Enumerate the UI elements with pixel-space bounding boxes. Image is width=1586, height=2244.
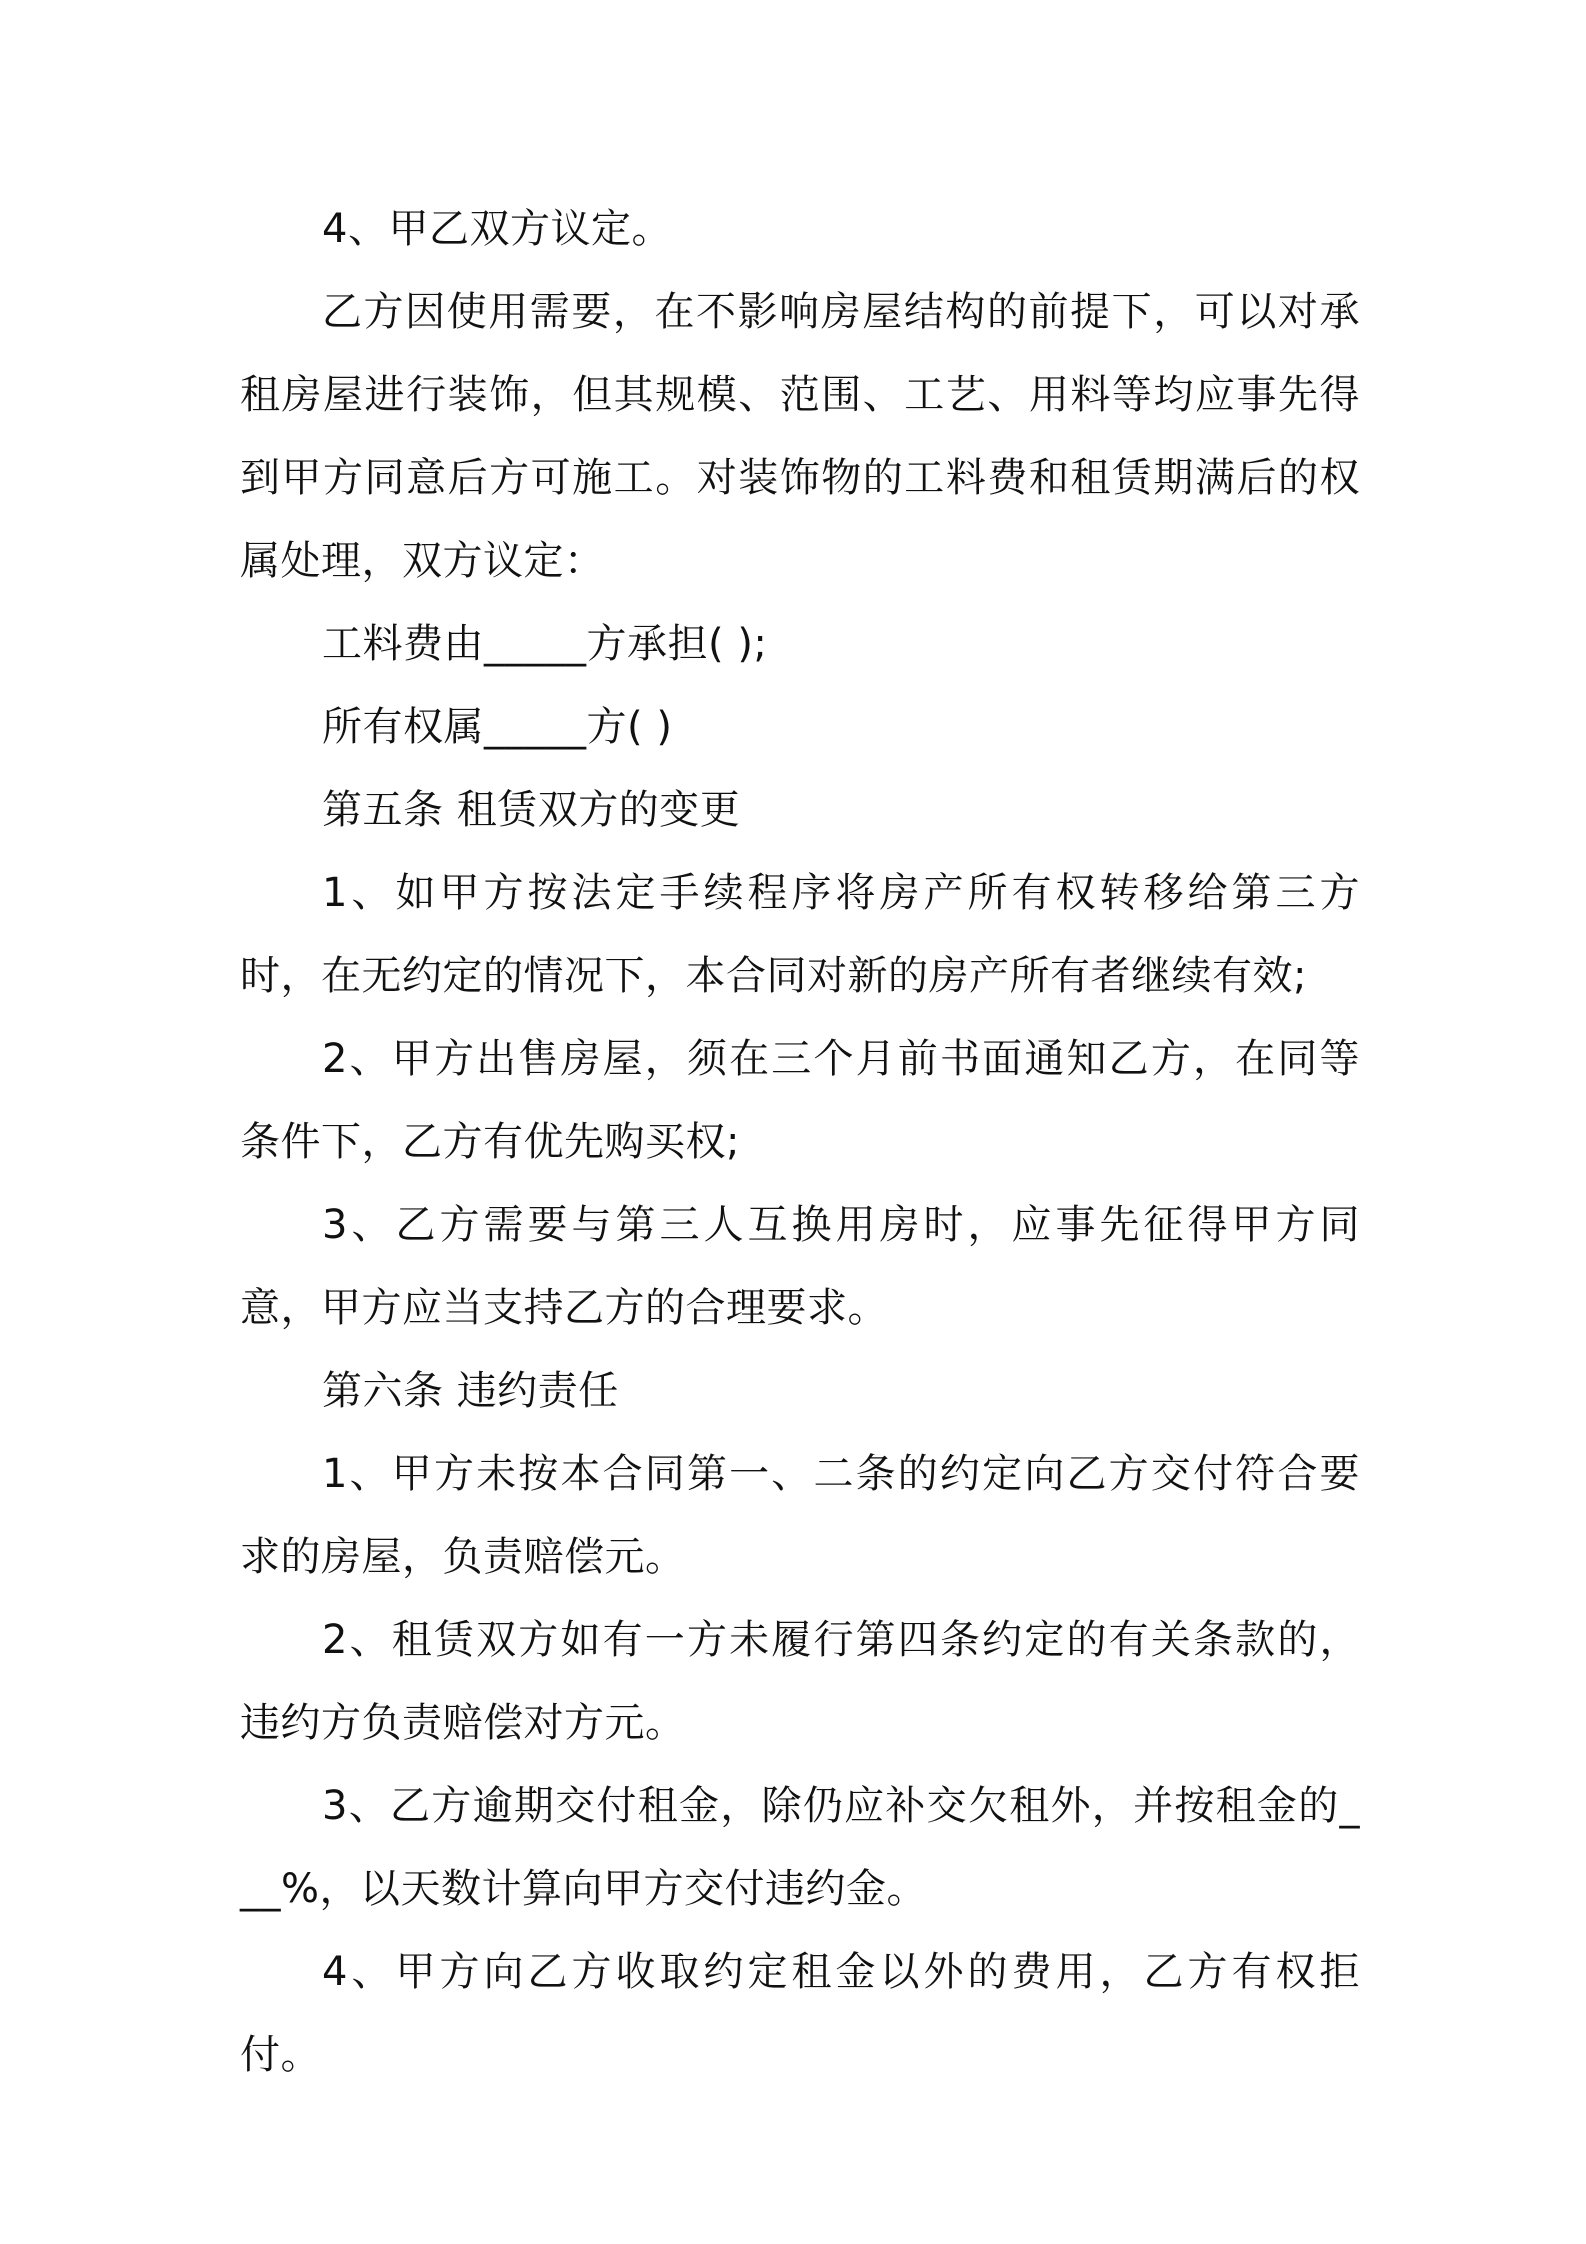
paragraph-article-6-item-3: 3、乙方逾期交付租金，除仍应补交欠租外，并按租金的___%，以天数计算向甲方交付违约金。 — [240, 1783, 1360, 1912]
paragraph-clause-4-intro: 4、甲乙双方议定。 — [322, 206, 672, 252]
paragraph-article-5-item-3: 3、乙方需要与第三人互换用房时，应事先征得甲方同意，甲方应当支持乙方的合理要求。 — [240, 1202, 1360, 1331]
heading-article-6: 第六条 违约责任 — [322, 1368, 619, 1414]
paragraph-article-6-item-1: 1、甲方未按本合同第一、二条的约定向乙方交付符合要求的房屋，负责赔偿元。 — [240, 1451, 1360, 1580]
paragraph-ownership: 所有权属_____方( ) — [322, 704, 673, 750]
paragraph-article-5-item-1: 1、如甲方按法定手续程序将房产所有权转移给第三方时，在无约定的情况下，本合同对新的房产所有者继续有效; — [240, 870, 1360, 999]
paragraph-decoration: 乙方因使用需要，在不影响房屋结构的前提下，可以对承租房屋进行装饰，但其规模、范围、工艺、用料等均应事先得到甲方同意后方可施工。对装饰物的工料费和租赁期满后的权属处理，双方议定： — [240, 289, 1360, 584]
heading-article-5: 第五条 租赁双方的变更 — [322, 787, 741, 833]
paragraph-article-5-item-2: 2、甲方出售房屋，须在三个月前书面通知乙方，在同等条件下，乙方有优先购买权; — [240, 1036, 1360, 1165]
paragraph-article-6-item-4: 4、甲方向乙方收取约定租金以外的费用，乙方有权拒付。 — [240, 1949, 1360, 2078]
paragraph-article-6-item-2: 2、租赁双方如有一方未履行第四条约定的有关条款的，违约方负责赔偿对方元。 — [240, 1617, 1360, 1746]
paragraph-material-cost: 工料费由_____方承担( ); — [322, 621, 768, 667]
